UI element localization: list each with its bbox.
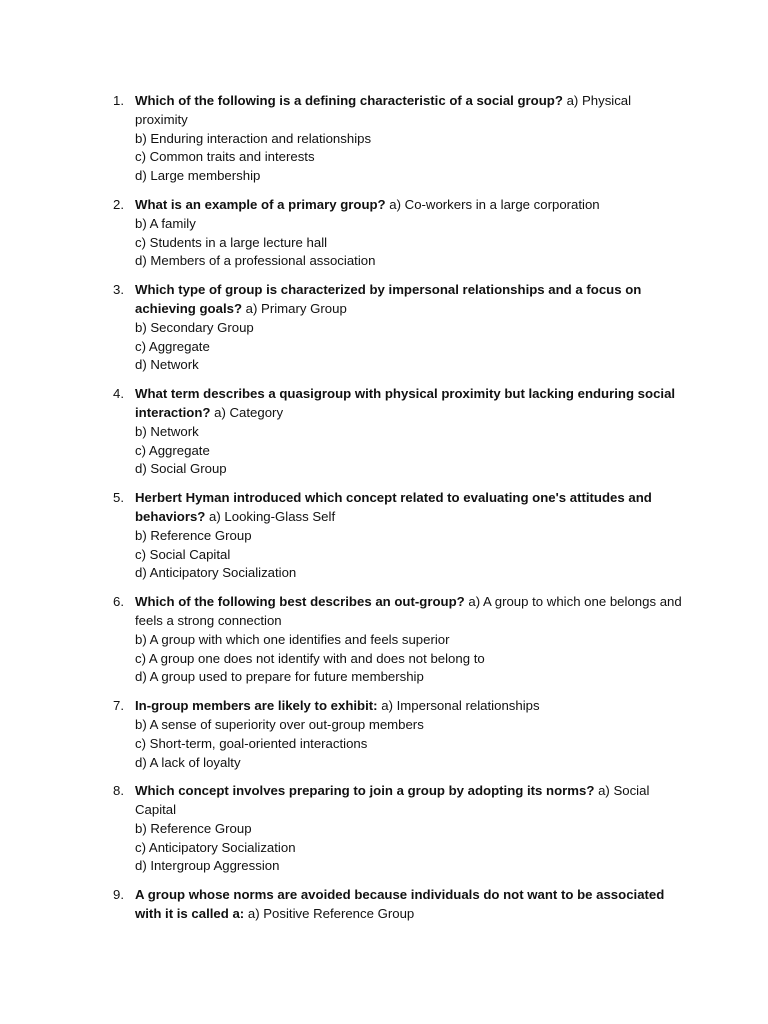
option-c: c) Common traits and interests <box>135 149 315 165</box>
option-a: a) Physical proximity <box>135 93 632 127</box>
option-a: a) Co-workers in a large corporation <box>389 196 600 212</box>
option-b: b) A family <box>135 215 196 231</box>
option-b: b) A sense of superiority over out-group members <box>135 716 424 732</box>
question-number: 4. <box>113 386 124 402</box>
question-item <box>113 886 683 924</box>
option-d: d) Network <box>135 357 199 373</box>
question-item <box>113 281 683 375</box>
question-text: Which type of group is characterized by impersonal relationships and a focus on achieving goals? <box>135 282 642 316</box>
question-number: 5. <box>113 490 124 506</box>
option-a: a) Category <box>214 404 284 420</box>
question-text: What is an example of a primary group? <box>135 196 390 212</box>
option-a: a) Impersonal relationships <box>381 698 540 714</box>
question-list <box>113 92 683 934</box>
question-item <box>113 782 683 876</box>
option-d: d) Intergroup Aggression <box>135 858 280 874</box>
option-d: d) A lack of loyalty <box>135 754 241 770</box>
question-number: 2. <box>113 196 124 212</box>
question-item <box>113 196 683 271</box>
option-b: b) Enduring interaction and relationships <box>135 130 372 146</box>
option-a: a) Social Capital <box>135 783 650 818</box>
question-item <box>113 385 683 479</box>
question-item <box>113 489 683 583</box>
question-text: In-group members are likely to exhibit: <box>135 698 382 714</box>
option-c: c) Anticipatory Socialization <box>135 839 296 855</box>
question-text: Which of the following best describes an out-group? <box>135 594 469 610</box>
option-c: c) Aggregate <box>135 442 210 458</box>
option-d: d) Large membership <box>135 168 261 184</box>
option-d: d) Social Group <box>135 461 227 477</box>
question-item <box>113 697 683 772</box>
option-d: d) Members of a professional association <box>135 253 376 269</box>
option-b: b) Reference Group <box>135 820 252 836</box>
option-c: c) Short-term, goal-oriented interactions <box>135 735 368 751</box>
option-a: a) Looking-Glass Self <box>209 508 336 524</box>
option-a: a) A group to which one belongs and feels a strong connection <box>135 594 682 628</box>
option-c: c) Students in a large lecture hall <box>135 234 328 250</box>
option-b: b) Reference Group <box>135 527 252 543</box>
option-d: d) Anticipatory Socialization <box>135 565 297 581</box>
question-number: 1. <box>113 93 124 108</box>
option-c: c) Aggregate <box>135 338 210 354</box>
option-b: b) A group with which one identifies and feels superior <box>135 631 450 647</box>
question-number: 9. <box>113 887 124 903</box>
option-b: b) Secondary Group <box>135 319 254 335</box>
question-text: Which concept involves preparing to join a group by adopting its norms? <box>135 783 599 799</box>
option-a: a) Positive Reference Group <box>247 906 415 922</box>
option-a: a) Primary Group <box>245 300 347 316</box>
question-item <box>113 593 683 687</box>
question-number: 3. <box>113 282 124 298</box>
option-c: c) Social Capital <box>135 546 231 562</box>
option-c: c) A group one does not identify with and does not belong to <box>135 650 485 666</box>
question-number: 8. <box>113 783 124 799</box>
question-number: 7. <box>113 698 124 714</box>
question-text: A group whose norms are avoided because individuals do not want to be associated with it is called a: <box>135 887 665 922</box>
question-text: Herbert Hyman introduced which concept related to evaluating one's attitudes and behaviors? <box>135 490 652 524</box>
question-item <box>113 92 683 186</box>
question-text: What term describes a quasigroup with physical proximity but lacking enduring social interaction? <box>135 386 676 420</box>
question-number: 6. <box>113 594 124 610</box>
option-b: b) Network <box>135 423 199 439</box>
question-text: Which of the following is a defining characteristic of a social group? <box>135 93 567 108</box>
option-d: d) A group used to prepare for future membership <box>135 669 424 685</box>
